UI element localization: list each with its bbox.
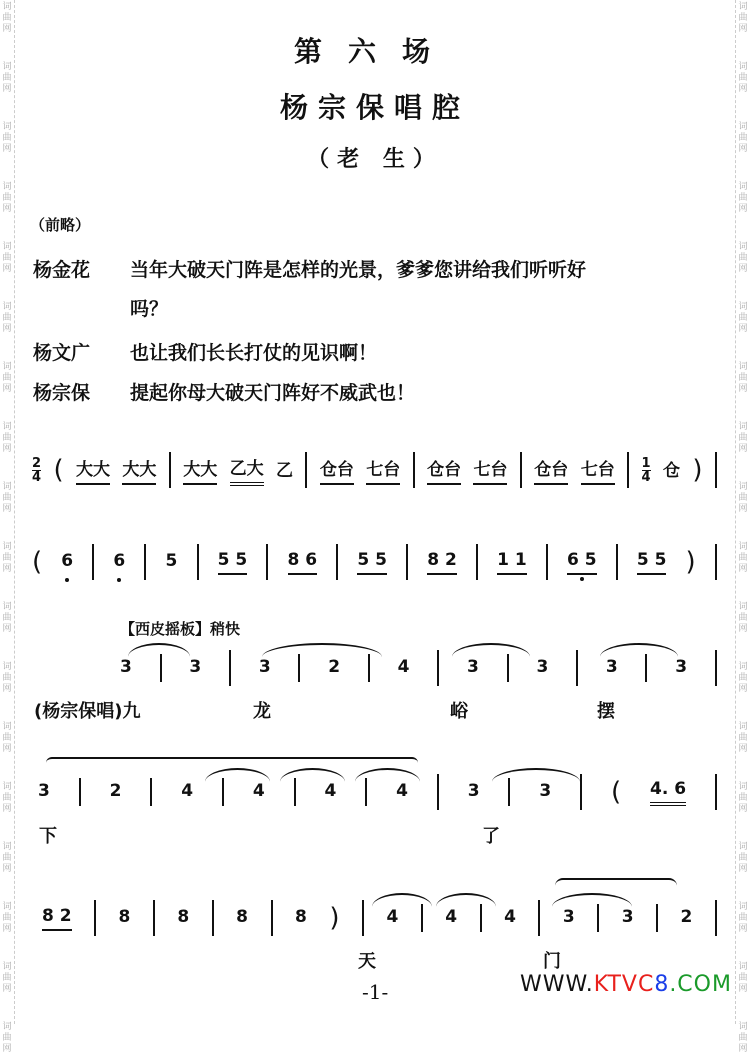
barline (92, 544, 94, 580)
role-subtitle: （老 生） (307, 147, 443, 172)
speaker: 杨宗保 (33, 382, 91, 404)
dialogue-line: 当年大破天门阵是怎样的光景，爹爹您讲给我们听听好 (130, 259, 587, 281)
barline (79, 778, 81, 806)
note: 仓台 (427, 455, 461, 485)
note: 仓台 (534, 455, 568, 485)
side-watermark-text: 词曲网 (2, 122, 12, 154)
note: 4 (324, 780, 337, 801)
parenthesis: ( (32, 547, 43, 577)
side-watermark-text: 词曲网 (738, 662, 748, 694)
note: 3 (258, 656, 271, 677)
site-watermark (520, 972, 732, 997)
note: 4 (445, 906, 458, 927)
parenthesis: ) (329, 903, 340, 933)
barline (616, 544, 618, 580)
url-part: WWW. (520, 972, 594, 997)
note: 4 (504, 906, 516, 927)
note: 8 6 (288, 550, 318, 575)
barline (222, 778, 224, 806)
lyric: 门 (543, 951, 561, 972)
note: 8 (177, 906, 190, 927)
note: 5 5 (637, 550, 667, 575)
scene-title: 第六场 (293, 35, 456, 68)
note: 仓台 (320, 455, 354, 485)
time-signature-digit: 2 (32, 455, 42, 471)
lyric: 了 (482, 826, 500, 847)
note: 3 (605, 656, 618, 677)
url-part: KTVC (593, 972, 655, 997)
side-watermark-text: 词曲网 (738, 62, 748, 94)
note: 3 (562, 906, 575, 927)
tempo-marking: 【西皮摇板】稍快 (120, 620, 241, 638)
note: 3 (467, 780, 480, 801)
side-watermark-text: 词曲网 (738, 842, 748, 874)
barline (368, 654, 370, 682)
barline (715, 900, 717, 936)
side-watermark-text: 词曲网 (2, 662, 12, 694)
note: 3 (621, 906, 634, 927)
note: 6 (113, 551, 125, 574)
note: 七台 (366, 455, 400, 485)
note: 4 (397, 656, 410, 677)
note: 8 2 (427, 550, 457, 575)
note: 3 (539, 780, 552, 801)
barline (715, 452, 717, 488)
barline (715, 774, 717, 810)
barline (305, 452, 307, 488)
side-watermark-text: 词曲网 (2, 422, 12, 454)
barline (480, 904, 482, 932)
barline (212, 900, 214, 936)
barline (94, 900, 96, 936)
note: 6 5 (567, 550, 597, 575)
barline (365, 778, 367, 806)
note: 8 (118, 906, 131, 927)
note: 大大 (76, 455, 110, 485)
side-watermark-text: 词曲网 (2, 2, 12, 34)
side-watermark-text: 词曲网 (738, 122, 748, 154)
side-watermark-text: 词曲网 (738, 242, 748, 274)
note: 8 2 (42, 906, 72, 931)
barline (294, 778, 296, 806)
barline (271, 900, 273, 936)
time-signature-digit: 4 (641, 469, 651, 485)
side-watermark-text: 词曲网 (738, 962, 748, 994)
barline (656, 904, 658, 932)
barline (413, 452, 415, 488)
side-watermark-text: 词曲网 (2, 902, 12, 934)
note: 5 5 (357, 550, 387, 575)
side-watermark-text: 词曲网 (2, 602, 12, 634)
barline (336, 544, 338, 580)
lyric: 下 (39, 826, 57, 847)
side-watermark-text: 词曲网 (2, 302, 12, 334)
note: 2 (109, 780, 122, 801)
note: 3 (467, 656, 479, 677)
music-row-1 (32, 445, 717, 495)
note: 6 (61, 551, 73, 574)
note: 乙大 (230, 454, 264, 486)
dialogue-line-cont: 吗？ (130, 298, 169, 320)
side-watermark-text: 词曲网 (2, 842, 12, 874)
lyric: 摆 (597, 701, 615, 722)
lyric: 峪 (450, 701, 468, 722)
lyric: 天 (358, 951, 376, 972)
side-watermark-text: 词曲网 (738, 902, 748, 934)
side-watermark-text: 词曲网 (2, 782, 12, 814)
barline (576, 650, 578, 686)
time-signature (642, 457, 651, 484)
note: 4 (396, 780, 408, 801)
note: 3 (38, 780, 50, 801)
note: 仓 (662, 461, 680, 481)
barline (169, 452, 171, 488)
note: 5 (165, 550, 178, 571)
url-part: 8 (654, 972, 670, 997)
slur (555, 878, 677, 890)
side-watermark-text: 词曲网 (738, 602, 748, 634)
note: 3 (675, 656, 688, 677)
note: 2 (328, 656, 341, 677)
lyric: (杨宗保唱)九 (34, 701, 141, 722)
note: 3 (189, 656, 202, 677)
time-signature (32, 457, 41, 484)
barline (476, 544, 478, 580)
side-watermark-text: 词曲网 (2, 962, 12, 994)
side-watermark-text: 词曲网 (2, 1022, 12, 1054)
barline (538, 900, 540, 936)
side-watermark-text: 词曲网 (738, 1022, 748, 1054)
music-row-2 (32, 537, 717, 587)
side-watermark-text: 词曲网 (738, 542, 748, 574)
speaker: 杨金花 (33, 259, 91, 281)
note: 4 (386, 906, 399, 927)
note: 4. 6 (650, 779, 686, 806)
barline (507, 654, 509, 682)
barline (520, 452, 522, 488)
note: 大大 (122, 455, 156, 485)
note: 七台 (473, 455, 507, 485)
parenthesis: ) (692, 455, 703, 485)
time-signature-digit: 1 (641, 455, 651, 471)
barline (160, 654, 162, 682)
barline (406, 544, 408, 580)
speaker: 杨文广 (33, 342, 91, 364)
page-number: -1- (362, 980, 389, 1004)
omitted-note: （前略） (30, 216, 91, 234)
parenthesis: ( (53, 455, 64, 485)
piece-title: 杨宗保唱腔 (279, 91, 470, 124)
barline (437, 774, 439, 810)
side-watermark-text: 词曲网 (738, 2, 748, 34)
side-watermark-text: 词曲网 (738, 722, 748, 754)
barline (229, 650, 231, 686)
parenthesis: ( (611, 777, 622, 807)
barline (150, 778, 152, 806)
parenthesis: ) (685, 547, 696, 577)
note: 5 5 (218, 550, 248, 575)
barline (580, 774, 582, 810)
side-watermark-text: 词曲网 (738, 362, 748, 394)
url-part: .COM (669, 972, 732, 997)
side-watermark-text: 词曲网 (2, 242, 12, 274)
note: 乙 (276, 461, 294, 481)
note: 2 (680, 906, 693, 927)
note: 3 (536, 656, 549, 677)
barline (546, 544, 548, 580)
barline (266, 544, 268, 580)
note: 大大 (183, 455, 217, 485)
barline (627, 452, 629, 488)
barline (508, 778, 510, 806)
side-watermark-text: 词曲网 (2, 482, 12, 514)
note: 8 (294, 906, 307, 927)
dialogue-line: 也让我们长长打仗的见识啊！ (130, 342, 378, 364)
side-watermark-text: 词曲网 (738, 422, 748, 454)
side-watermark-text: 词曲网 (738, 482, 748, 514)
note: 4 (252, 780, 265, 801)
side-watermark-text: 词曲网 (2, 362, 12, 394)
lyric: 龙 (253, 701, 271, 722)
side-watermark-text: 词曲网 (738, 782, 748, 814)
note: 8 (236, 906, 249, 927)
barline (144, 544, 146, 580)
barline (362, 900, 364, 936)
barline (437, 650, 439, 686)
side-watermark-text: 词曲网 (2, 182, 12, 214)
note: 4 (181, 780, 194, 801)
note: 3 (120, 656, 132, 677)
side-watermark-text: 词曲网 (2, 722, 12, 754)
barline (197, 544, 199, 580)
side-watermark-text: 词曲网 (2, 542, 12, 574)
barline (597, 904, 599, 932)
barline (645, 654, 647, 682)
note: 七台 (581, 455, 615, 485)
side-watermark-text: 词曲网 (738, 302, 748, 334)
barline (715, 544, 717, 580)
barline (153, 900, 155, 936)
side-watermark-text: 词曲网 (738, 182, 748, 214)
barline (421, 904, 423, 932)
barline (298, 654, 300, 682)
time-signature-digit: 4 (32, 469, 42, 485)
dialogue-line: 提起你母大破天门阵好不威武也！ (130, 382, 416, 404)
note: 1 1 (497, 550, 527, 575)
barline (715, 650, 717, 686)
side-watermark-text: 词曲网 (2, 62, 12, 94)
